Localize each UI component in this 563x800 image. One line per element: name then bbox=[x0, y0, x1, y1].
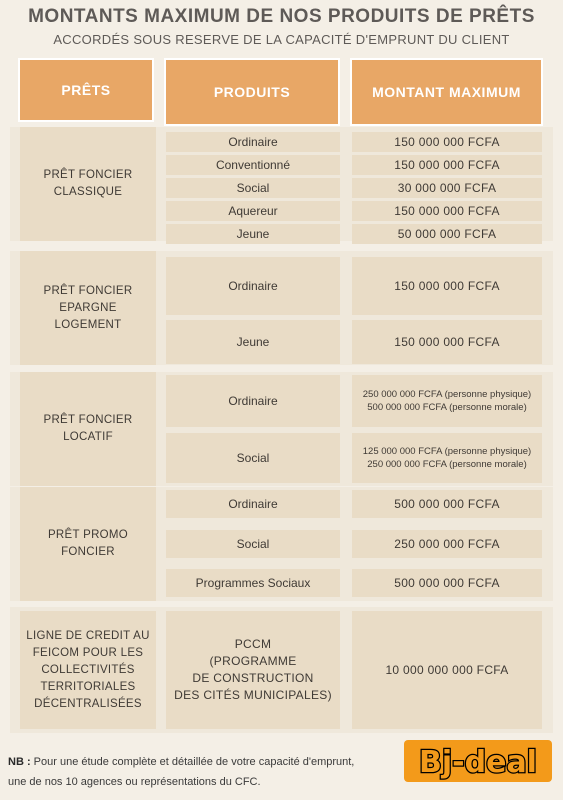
product-cell: Social bbox=[166, 178, 340, 198]
amount-line: 250 000 000 FCFA (personne physique) bbox=[362, 389, 532, 400]
column-header-montant: MONTANT MAXIMUM bbox=[350, 58, 543, 126]
loan-type-line: LOCATIF bbox=[63, 431, 113, 443]
footer-note-line-1 bbox=[8, 752, 408, 772]
amount-cell: 150 000 000 FCFA bbox=[352, 155, 542, 175]
loan-type-line: EPARGNE bbox=[59, 301, 117, 314]
product-cell: Jeune bbox=[166, 224, 340, 244]
loan-type-line: CLASSIQUE bbox=[53, 186, 123, 198]
amount-cell: 150 000 000 FCFA bbox=[352, 257, 542, 315]
amount-cell: 150 000 000 FCFA bbox=[352, 320, 542, 364]
loan-type-line: PRÊT PROMO bbox=[47, 529, 129, 541]
page-title: MONTANTS MAXIMUM DE NOS PRODUITS DE PRÊTS bbox=[28, 6, 535, 27]
page-subtitle: ACCORDÉS SOUS RESERVE DE LA CAPACITÉ D'EMPRUNT DU CLIENT bbox=[53, 32, 510, 47]
loan-type-cell bbox=[20, 251, 156, 365]
loan-type-line: FONCIER bbox=[61, 546, 115, 558]
loan-type-line: LIGNE DE CREDIT AU bbox=[26, 629, 150, 642]
loan-type-line: PRÊT FONCIER bbox=[43, 169, 133, 181]
product-line: PCCM bbox=[234, 637, 272, 651]
amount-cell bbox=[352, 433, 542, 483]
nb-text-line-2: une de nos 10 agences ou représentations du CFC. bbox=[8, 776, 261, 788]
product-cell: Aquereur bbox=[166, 201, 340, 221]
amount-cell: 150 000 000 FCFA bbox=[352, 201, 542, 221]
product-cell bbox=[166, 611, 340, 729]
product-cell: Social bbox=[166, 433, 340, 483]
product-cell: Jeune bbox=[166, 320, 340, 364]
amount-line: 500 000 000 FCFA (personne morale) bbox=[367, 402, 527, 413]
watermark-text: Bj-deal bbox=[419, 745, 537, 780]
watermark-logo bbox=[404, 740, 552, 782]
loan-type-cell bbox=[20, 127, 156, 241]
loan-type-line: PRÊT FONCIER bbox=[43, 414, 133, 426]
nb-label: NB : bbox=[8, 756, 31, 768]
amount-cell: 500 000 000 FCFA bbox=[352, 490, 542, 518]
loan-type-line: LOGEMENT bbox=[54, 318, 122, 331]
amount-line: 125 000 000 FCFA (personne physique) bbox=[362, 446, 532, 457]
loan-type-line: FEICOM POUR LES bbox=[32, 646, 144, 659]
column-header-prets: PRÊTS bbox=[18, 58, 154, 122]
amount-cell: 500 000 000 FCFA bbox=[352, 569, 542, 597]
product-line: (PROGRAMME bbox=[209, 654, 297, 668]
product-cell: Social bbox=[166, 530, 340, 558]
product-cell: Programmes Sociaux bbox=[166, 569, 340, 597]
product-cell: Ordinaire bbox=[166, 490, 340, 518]
loan-type-line: DÉCENTRALISÉES bbox=[34, 697, 142, 710]
nb-text-line-1: Pour une étude complète et détaillée de votre capacité d'emprunt, bbox=[33, 756, 355, 768]
loan-type-cell bbox=[20, 487, 156, 601]
product-line: DES CITÉS MUNICIPALES) bbox=[174, 688, 332, 702]
watermark-logo-graphic bbox=[406, 741, 550, 781]
amount-cell: 30 000 000 FCFA bbox=[352, 178, 542, 198]
loan-type-cell bbox=[20, 611, 156, 729]
loan-type-line: PRÊT FONCIER bbox=[43, 284, 133, 297]
amount-cell: 250 000 000 FCFA bbox=[352, 530, 542, 558]
amount-cell: 50 000 000 FCFA bbox=[352, 224, 542, 244]
amount-line: 250 000 000 FCFA (personne morale) bbox=[367, 459, 527, 470]
amount-cell bbox=[352, 375, 542, 427]
loan-type-line: TERRITORIALES bbox=[40, 680, 136, 693]
product-cell: Conventionné bbox=[166, 155, 340, 175]
product-line: DE CONSTRUCTION bbox=[192, 671, 314, 685]
product-cell: Ordinaire bbox=[166, 257, 340, 315]
loan-type-cell bbox=[20, 372, 156, 486]
footer-note bbox=[8, 752, 408, 792]
product-cell: Ordinaire bbox=[166, 375, 340, 427]
amount-cell: 10 000 000 000 FCFA bbox=[352, 611, 542, 729]
column-header-produits: PRODUITS bbox=[164, 58, 340, 126]
amount-cell: 150 000 000 FCFA bbox=[352, 132, 542, 152]
loan-type-line: COLLECTIVITÉS bbox=[41, 663, 135, 676]
product-cell: Ordinaire bbox=[166, 132, 340, 152]
